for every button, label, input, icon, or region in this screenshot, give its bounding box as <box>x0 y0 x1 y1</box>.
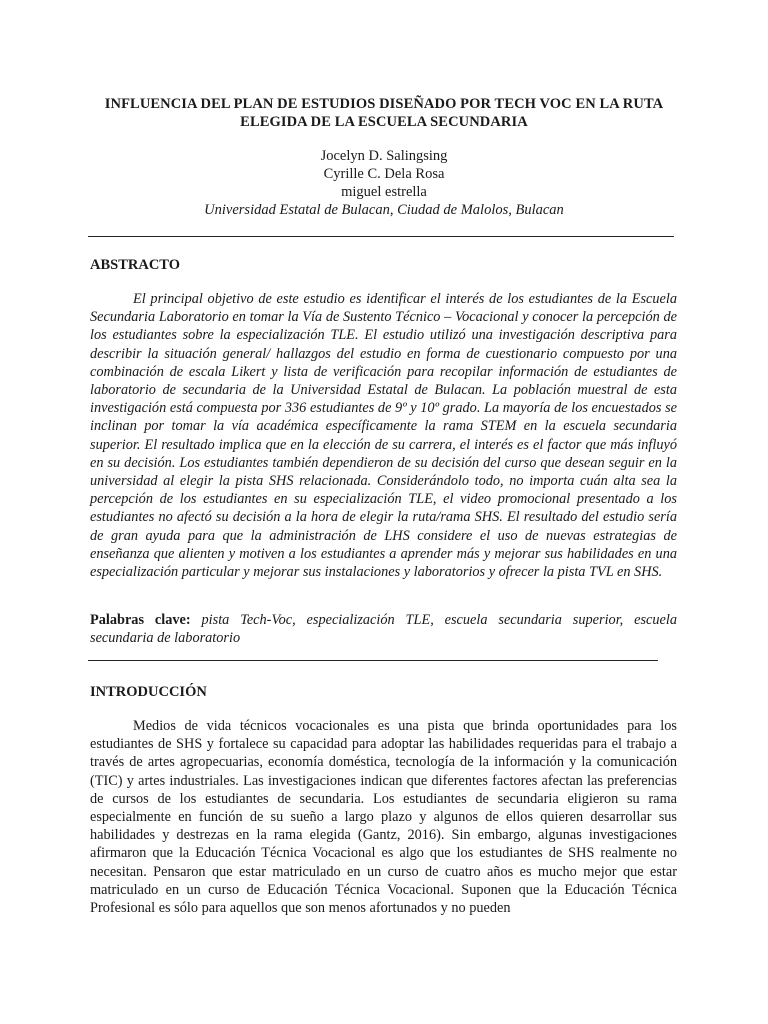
keywords-label: Palabras clave: <box>90 612 191 628</box>
author-name: miguel estrella <box>341 184 427 200</box>
author-name: Cyrille C. Dela Rosa <box>323 166 445 182</box>
keywords-text: pista Tech-Voc, especialización TLE, escuela secundaria superior, escuela secundaria de laboratorio <box>90 612 678 647</box>
author-name: Jocelyn D. Salingsing <box>320 148 448 164</box>
author-block <box>88 147 680 219</box>
affiliation: Universidad Estatal de Bulacan, Ciudad de Malolos, Bulacan <box>204 202 564 218</box>
keywords <box>90 611 677 647</box>
introduction-text: Medios de vida técnicos vocacionales es una pista que brinda oportunidades para los estudiantes de SHS y fortalece su capacidad para adoptar las habilidades requeridas para el trabajo a través de artes agropecuarias, economía doméstica, tecnología de la información y la comunicación (TIC) y artes industriales. Las investigaciones indican que diferentes factores afectan las preferencias de cursos de los estudiantes de secundaria. Los estudiantes de secundaria eligieron su rama especialmente en función de su sueño a largo plazo y algunos de ellos quieren desarrollar sus habilidades y destrezas en la rama elegida (Gantz, 2016). Sin embargo, algunas investigaciones afirmaron que la Educación Técnica Vocacional es algo que los estudiantes de SHS realmente no necesitan. Pensaron que estar matriculado en un curso de cuatro años es mucho mejor que estar matriculado en un curso de Educación Técnica Vocacional. Suponen que la Educación Técnica Profesional es sólo para aquellos que son menos afortunados y no pueden <box>90 718 677 917</box>
paper-title: INFLUENCIA DEL PLAN DE ESTUDIOS DISEÑADO POR TECH VOC EN LA RUTA ELEGIDA DE LA ESCUELA SECUNDARIA <box>104 96 664 130</box>
abstract-heading: ABSTRACTO <box>90 257 180 273</box>
divider-top <box>88 236 674 237</box>
abstract-text: El principal objetivo de este estudio es identificar el interés de los estudiantes de la Escuela Secundaria Laboratorio en tomar la Vía de Sustento Técnico – Vocacional y conocer la percepción de los estudiantes sobre la especialización TLE. El estudio utilizó una investigación descriptiva para describir la situación general/ hallazgos del estudio en forma de cuestionario compuesto por una combinación de escala Likert y lista de verificación para recopilar información de estudiantes de laboratorio de secundaria de la Universidad Estatal de Bulacan. La población muestral de esta investigación está compuesta por 336 estudiantes de 9º y 10º grado. La mayoría de los encuestados se inclinan por tomar la vía académica específicamente la rama STEM en la escuela secundaria superior. El resultado implica que en la elección de su carrera, el interés es el factor que más influyó en su decisión. Los estudiantes también dependieron de su decisión del curso que desean seguir en la universidad al elegir la pista SHS relacionada. Considerándolo todo, no importa cuán alta sea la percepción de los estudiantes en su especialización TLE, el video promocional presentado a los estudiantes no afectó su decisión a la hora de elegir la ruta/rama SHS. El resultado del estudio sería de gran ayuda para que la administración de LHS considere el uso de nuevas estrategias de enseñanza que alienten y motiven a los estudiantes a aprender más y mejorar sus habilidades en una especialización particular y mejorar sus instalaciones y laboratorios y ofrecer la pista TVL en SHS. <box>90 291 677 581</box>
divider-bottom <box>88 660 658 661</box>
introduction-heading: INTRODUCCIÓN <box>90 684 207 700</box>
